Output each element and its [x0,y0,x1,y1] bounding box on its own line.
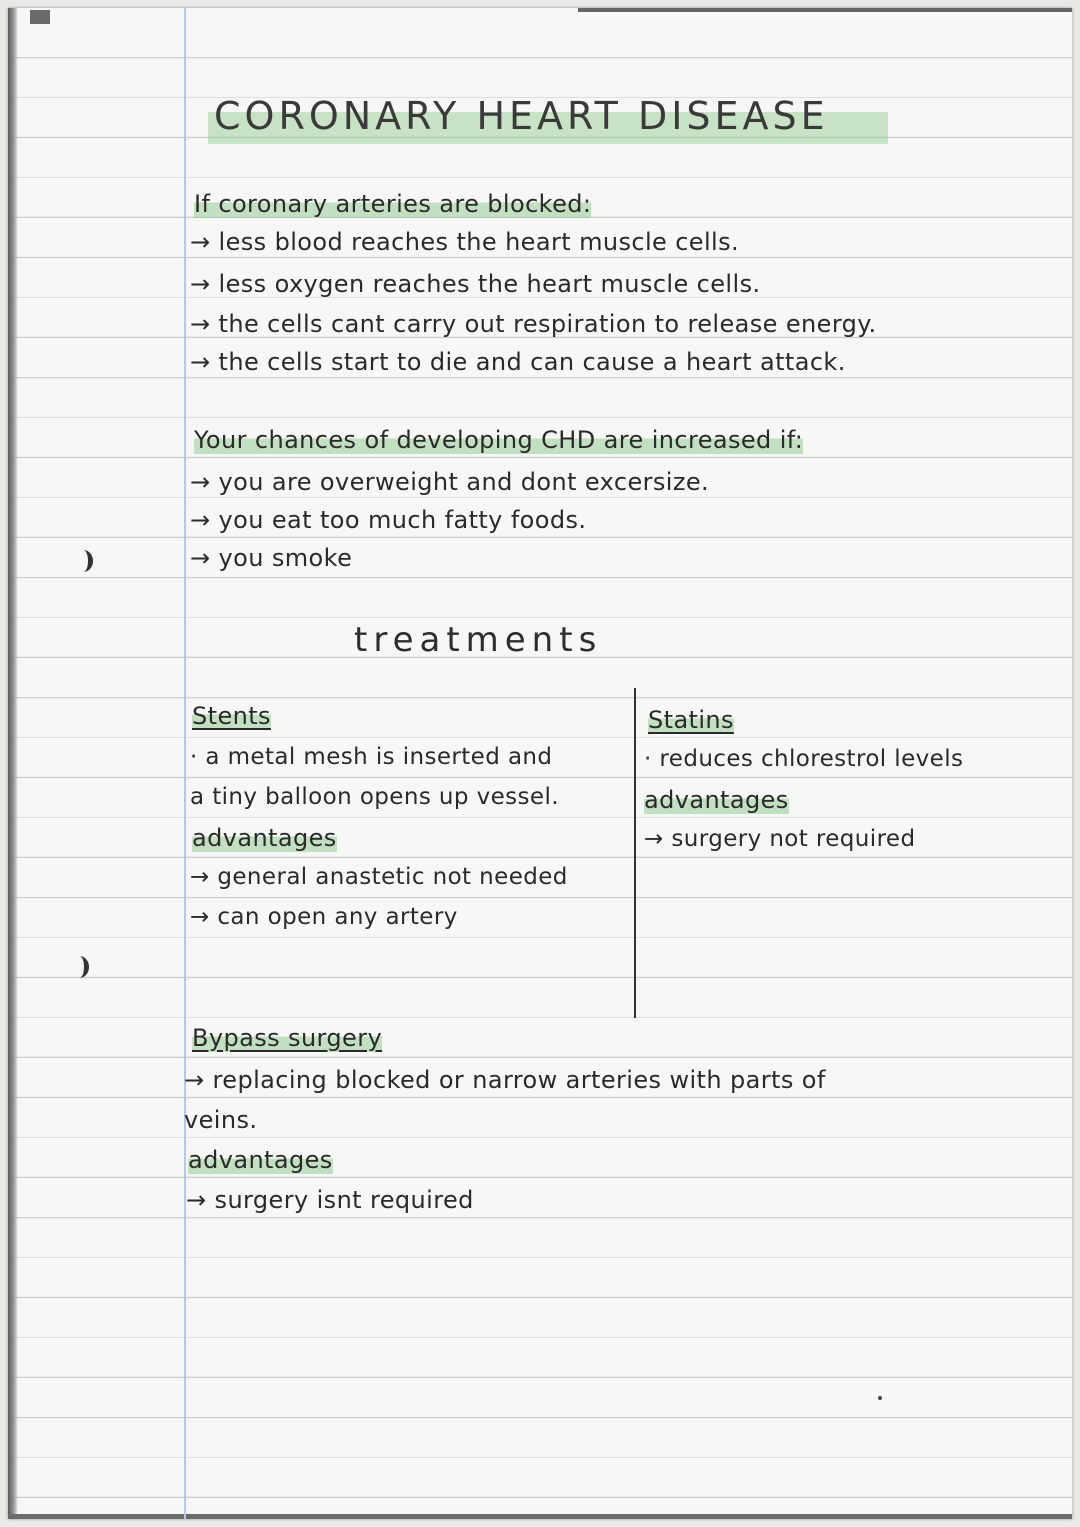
binder-hole-mark-top [74,550,93,572]
risk-item: → you are overweight and dont excersize. [190,468,710,496]
stents-advantages-heading: advantages [192,824,337,852]
corner-mark [30,10,50,24]
statins-desc: · reduces chlorestrol levels [644,746,964,772]
risk-item: → you eat too much fatty foods. [190,506,587,534]
statins-heading: Statins [648,706,734,734]
risk-item: → you smoke [190,544,353,572]
statins-advantage-item: → surgery not required [644,826,916,852]
stents-advantage-item: → general anastetic not needed [190,864,568,890]
page-left-edge-shadow [8,8,18,1519]
bypass-advantage-item: → surgery isnt required [186,1186,474,1214]
bypass-advantages-heading: advantages [188,1146,333,1174]
stents-advantage-item: → can open any artery [190,904,458,930]
blocked-item: → less oxygen reaches the heart muscle cells. [190,270,761,298]
binder-hole-mark-bottom [70,956,89,978]
margin-line [184,8,186,1519]
treatments-heading: treatments [354,620,603,660]
blocked-item: → the cells start to die and can cause a heart attack. [190,348,846,376]
risks-heading: Your chances of developing CHD are increased if: [194,426,804,454]
column-divider [634,688,636,1018]
stents-heading: Stents [192,702,271,730]
statins-advantages-heading: advantages [644,786,789,814]
blocked-heading: If coronary arteries are blocked: [194,190,592,218]
bypass-desc-line: veins. [184,1106,258,1134]
notebook-page [8,8,1072,1519]
page-bottom-edge [8,1514,1072,1519]
page-top-edge [578,8,1072,12]
stents-desc-line: a tiny balloon opens up vessel. [190,784,559,810]
page-title: CORONARY HEART DISEASE [214,94,829,138]
blocked-item: → the cells cant carry out respiration to release energy. [190,310,877,338]
stents-desc-line: · a metal mesh is inserted and [190,744,553,770]
bypass-desc-line: → replacing blocked or narrow arteries with parts of [184,1066,826,1094]
ink-dot [878,1396,882,1400]
blocked-item: → less blood reaches the heart muscle cells. [190,228,740,256]
bypass-heading: Bypass surgery [192,1024,383,1052]
